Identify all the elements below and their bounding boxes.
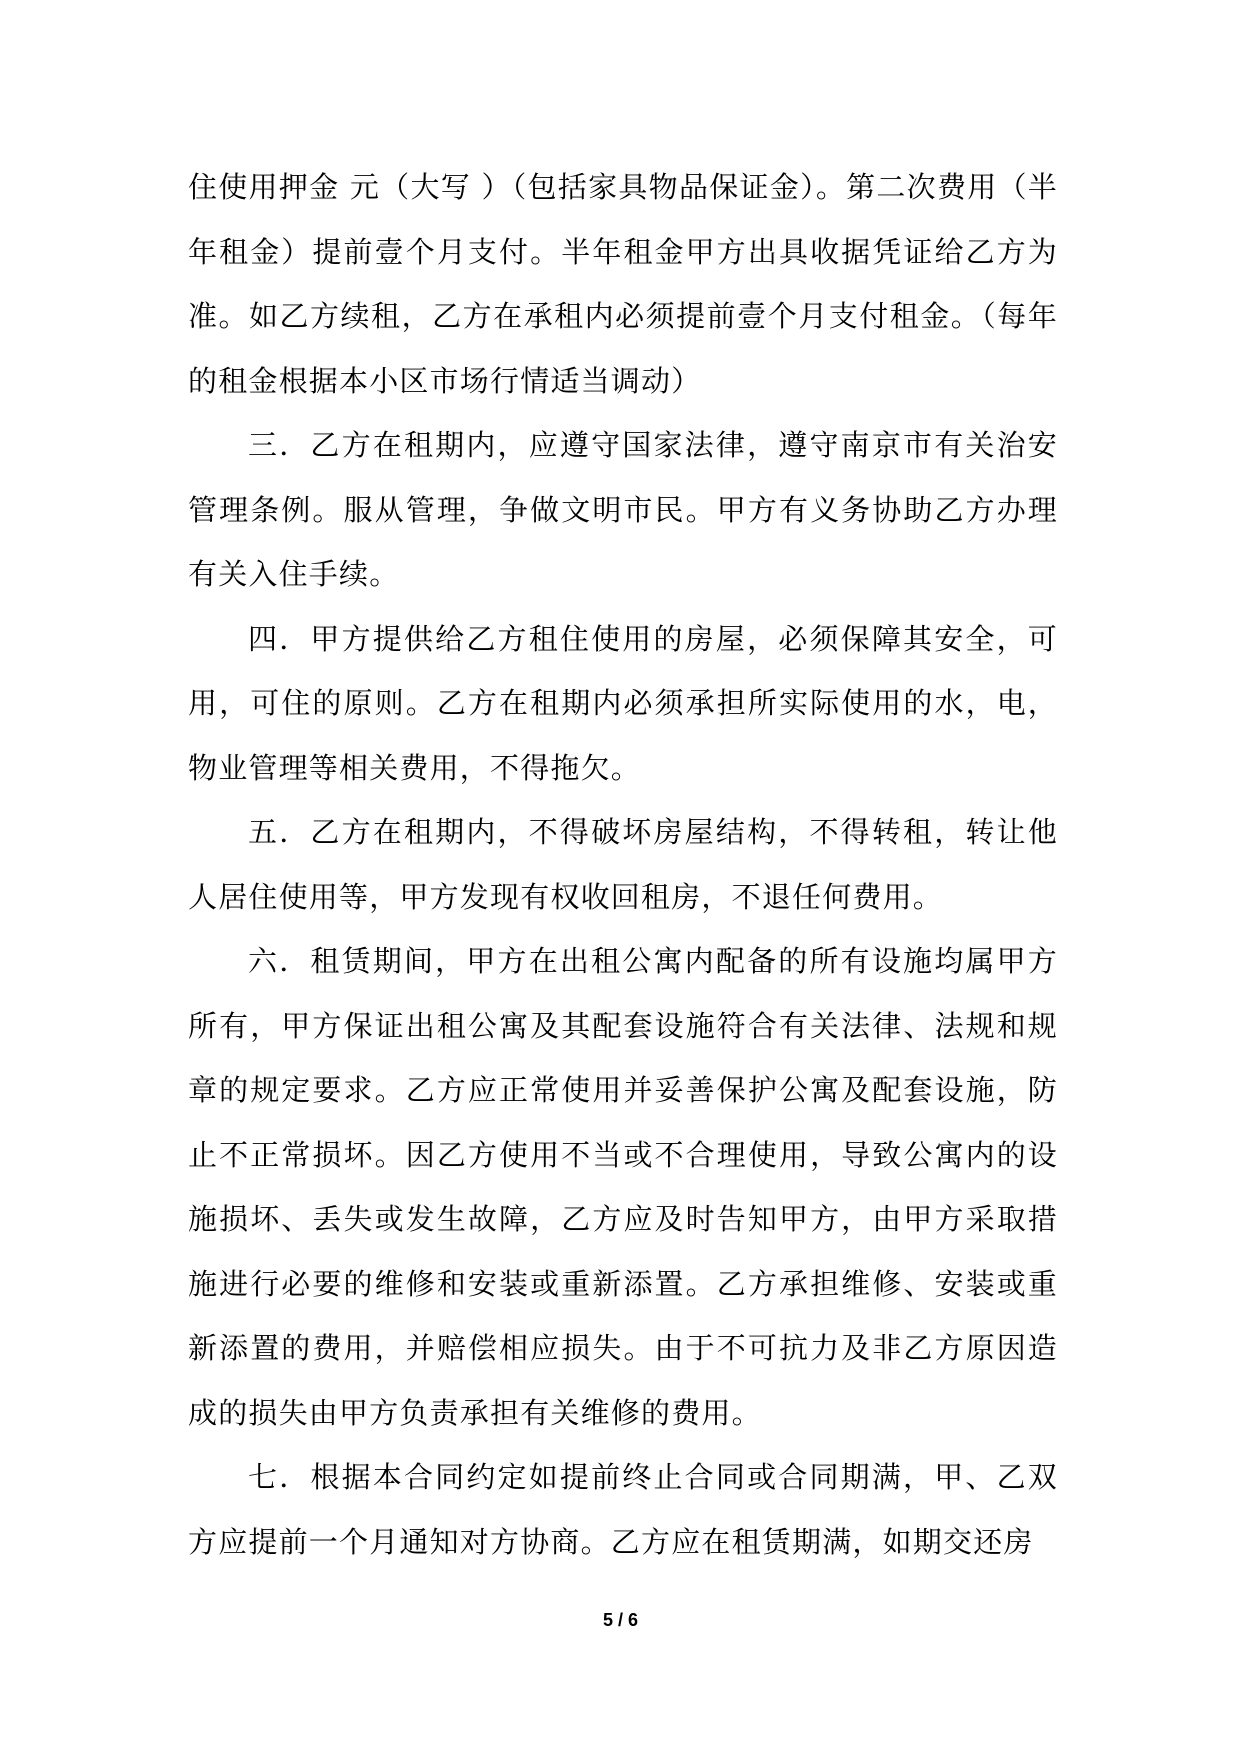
paragraph-clause-6: 六．租赁期间，甲方在出租公寓内配备的所有设施均属甲方所有，甲方保证出租公寓及其配套设施符合有关法律、法规和规章的规定要求。乙方应正常使用并妥善保护公寓及配套设施，防止不正常损坏。因乙方使用不当或不合理使用，导致公寓内的设施损坏、丢失或发生故障，乙方应及时告知甲方，由甲方采取措施进行必要的维修和安装或重新添置。乙方承担维修、安装或重新添置的费用，并赔偿相应损失。由于不可抗力及非乙方原因造成的损失由甲方负责承担有关维修的费用。 [188, 944, 1058, 1430]
paragraph-clause-4: 四．甲方提供给乙方租住使用的房屋，必须保障其安全，可用，可住的原则。乙方在租期内必须承担所实际使用的水，电，物业管理等相关费用，不得拖欠。 [188, 621, 1058, 785]
paragraph-clause-3: 三．乙方在租期内，应遵守国家法律，遵守南京市有关治安管理条例。服从管理，争做文明市民。甲方有义务协助乙方办理有关入住手续。 [188, 428, 1058, 591]
paragraph-continuation: 住使用押金 元（大写 ）（包括家具物品保证金）。第二次费用（半年租金）提前壹个月支付。半年租金甲方出具收据凭证给乙方为准。如乙方续租，乙方在承租内必须提前壹个月支付租金。（每年的租金根据本小区市场行情适当调动） [188, 170, 1058, 398]
document-body [188, 155, 1058, 1574]
page-number: 5 / 6 [602, 1610, 639, 1630]
paragraph-clause-5: 五．乙方在租期内，不得破坏房屋结构，不得转租，转让他人居住使用等，甲方发现有权收回租房，不退任何费用。 [188, 815, 1058, 914]
paragraph-clause-7: 七．根据本合同约定如提前终止合同或合同期满，甲、乙双方应提前一个月通知对方协商。乙方应在租赁期满，如期交还房 [188, 1460, 1058, 1559]
